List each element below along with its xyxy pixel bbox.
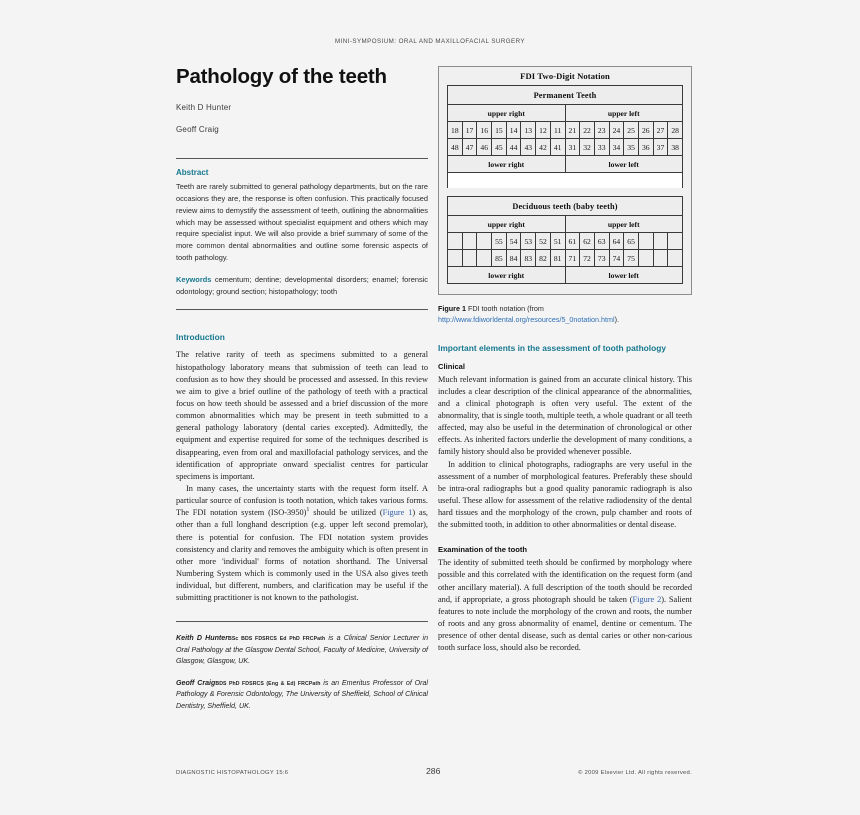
introduction-heading: Introduction bbox=[176, 332, 225, 343]
examination-paragraph-1 bbox=[438, 557, 692, 654]
tooth-cell bbox=[668, 250, 683, 267]
tooth-cell: 72 bbox=[580, 250, 595, 267]
table-row bbox=[448, 233, 683, 250]
tooth-cell: 54 bbox=[506, 233, 521, 250]
clinical-paragraph-2: In addition to clinical photographs, radiographs are very useful in the assessment of a number of morphological features. Preferably these should be intra-oral radiographs but a good quality panoramic radiograph is also useful. These allow for assessment of the relative radiodensity of the dental hard tissues and the morphology of the crown, pulp chamber and roots of the submitted tooth, in addition to other abnormalities or dental disease. bbox=[438, 459, 692, 530]
tooth-cell: 25 bbox=[624, 122, 639, 139]
tooth-cell bbox=[462, 233, 477, 250]
tooth-cell: 74 bbox=[609, 250, 624, 267]
intro-p2-part-a: In many cases, the uncertainty starts with the request form itself. A particular source of confusion is tooth notation, which takes various forms. The FDI notation system (ISO-3950) bbox=[176, 483, 428, 518]
figure-2-crossref[interactable]: Figure 2 bbox=[632, 594, 662, 604]
tooth-cell: 24 bbox=[609, 122, 624, 139]
footnote-marker: 1 bbox=[306, 507, 310, 514]
table-row bbox=[448, 105, 683, 122]
deciduous-banner: Deciduous teeth (baby teeth) bbox=[448, 197, 683, 216]
tooth-cell: 17 bbox=[462, 122, 477, 139]
tooth-cell: 42 bbox=[536, 139, 551, 156]
table-spacer-row bbox=[448, 173, 683, 189]
bio-2-name: Geoff Craig bbox=[176, 678, 216, 687]
fdi-notation-figure bbox=[438, 66, 692, 295]
tooth-cell: 75 bbox=[624, 250, 639, 267]
permanent-upper-left-label: upper left bbox=[565, 105, 683, 122]
permanent-upper-right-label: upper right bbox=[448, 105, 566, 122]
tooth-cell: 62 bbox=[580, 233, 595, 250]
tooth-cell: 22 bbox=[580, 122, 595, 139]
figure-1-caption bbox=[438, 304, 692, 326]
tooth-cell bbox=[638, 250, 653, 267]
tooth-cell: 21 bbox=[565, 122, 580, 139]
tooth-cell: 61 bbox=[565, 233, 580, 250]
tooth-cell: 53 bbox=[521, 233, 536, 250]
bio-2-text: is an Emeritus Professor of Oral Pathology & Forensic Odontology, The University of Sheffield, School of Clinical Dentistry, Sheffield, UK. bbox=[176, 678, 429, 710]
tooth-cell: 32 bbox=[580, 139, 595, 156]
tooth-cell: 83 bbox=[521, 250, 536, 267]
permanent-teeth-table-wrap bbox=[447, 85, 683, 188]
table-row bbox=[448, 250, 683, 267]
tooth-cell: 27 bbox=[653, 122, 668, 139]
deciduous-lower-left-label: lower left bbox=[565, 267, 683, 284]
footer-copyright: © 2009 Elsevier Ltd. All rights reserved. bbox=[578, 770, 692, 776]
abstract-rule-top bbox=[176, 158, 428, 159]
tooth-cell bbox=[448, 250, 463, 267]
figure-1-crossref[interactable]: Figure 1 bbox=[382, 508, 413, 518]
table-row bbox=[448, 139, 683, 156]
bio-1-degrees: BSc BDS FDSRCS Ed PhD FRCPath bbox=[228, 636, 326, 643]
tooth-cell: 33 bbox=[594, 139, 609, 156]
bio-1-name: Keith D Hunter bbox=[176, 634, 228, 643]
introduction-paragraph-1: The relative rarity of teeth as specimens submitted to a general histopathology laboratory means that submission of teeth can lead to confusion as to how they should be processed and assessed. In this review we aim to give a brief outline of the pathology of teeth with a practical focus on how teeth should be assessed and a brief discussion of the more common abnormalities which may be present in teeth submitted to a general pathology laboratory (dental caries excepted). Admittedly, the equipment and expertise required for some of the techniques described is disappearing, even from oral and maxillofacial pathology services, and the identification of appropriate onward specialist centres for particular specimens is important. bbox=[176, 350, 428, 481]
tooth-cell bbox=[653, 250, 668, 267]
bio-rule bbox=[176, 621, 428, 622]
table-row bbox=[448, 122, 683, 139]
keywords-line bbox=[176, 274, 428, 298]
tooth-cell bbox=[668, 233, 683, 250]
tooth-cell: 65 bbox=[624, 233, 639, 250]
tooth-cell: 41 bbox=[550, 139, 565, 156]
tooth-cell bbox=[477, 233, 492, 250]
tooth-cell: 38 bbox=[668, 139, 683, 156]
tooth-cell: 28 bbox=[668, 122, 683, 139]
right-column bbox=[438, 66, 692, 654]
tooth-cell: 34 bbox=[609, 139, 624, 156]
tooth-cell: 44 bbox=[506, 139, 521, 156]
tooth-cell: 15 bbox=[492, 122, 507, 139]
author-bio-2 bbox=[176, 678, 428, 712]
footer-journal: DIAGNOSTIC HISTOPATHOLOGY 15:6 bbox=[176, 770, 289, 776]
figure-1-label: Figure 1 bbox=[438, 304, 466, 313]
clinical-paragraph-1: Much relevant information is gained from an accurate clinical history. This includes a clear description of the clinical appearance of the abnormalities, and a clinical photograph is often very useful. The extent of the abnormality, that is single tooth, multiple teeth, a whole quadrant or all teeth affected, may also be useful in the determination of chronological or other effects. As inherited factors underlie the development of many conditions, a family history should also be provided whenever possible. bbox=[438, 374, 692, 457]
tooth-cell: 64 bbox=[609, 233, 624, 250]
tooth-cell bbox=[653, 233, 668, 250]
author-name-1: Keith D Hunter bbox=[176, 102, 232, 112]
tooth-cell: 45 bbox=[492, 139, 507, 156]
intro-p2-part-c: ) as, other than a full longhand description (e.g. upper left second premolar), there is potential for confusion. The FDI notation system provides consistency and clarity and removes the ambiguity which is often present in other more 'individual' forms of notation shorthand. The Universal Numbering System which is commonly used in the USA also gives teeth individual, but different, numbers, and clarification may be useful if the submitting practitioner is not known to the pathologist. bbox=[176, 508, 428, 603]
tooth-cell bbox=[462, 250, 477, 267]
tooth-cell: 18 bbox=[448, 122, 463, 139]
figure-1-source-link[interactable]: http://www.fdiworldental.org/resources/5_0notation.html bbox=[438, 314, 615, 324]
important-elements-heading: Important elements in the assessment of tooth pathology bbox=[438, 342, 667, 353]
tooth-cell: 13 bbox=[521, 122, 536, 139]
tooth-cell: 46 bbox=[477, 139, 492, 156]
tooth-cell: 82 bbox=[536, 250, 551, 267]
permanent-lower-left-label: lower left bbox=[565, 156, 683, 173]
table-row bbox=[448, 156, 683, 173]
tooth-cell: 55 bbox=[492, 233, 507, 250]
tooth-cell: 71 bbox=[565, 250, 580, 267]
keywords-label: Keywords bbox=[176, 275, 212, 285]
permanent-teeth-table bbox=[447, 85, 683, 188]
bio-2-degrees: BDS PhD FDSRCS (Eng & Ed) FRCPath bbox=[215, 680, 321, 687]
page-footer bbox=[176, 766, 692, 776]
intro-p2-part-b: should be utilized ( bbox=[309, 508, 383, 518]
examination-subheading: Examination of the tooth bbox=[438, 545, 528, 555]
tooth-cell: 31 bbox=[565, 139, 580, 156]
permanent-banner: Permanent Teeth bbox=[448, 86, 683, 105]
deciduous-teeth-table bbox=[447, 196, 683, 284]
page-title: Pathology of the teeth bbox=[176, 65, 387, 88]
examination-body bbox=[438, 557, 692, 654]
table-row bbox=[448, 216, 683, 233]
table-row bbox=[448, 267, 683, 284]
tooth-cell: 84 bbox=[506, 250, 521, 267]
tooth-cell: 35 bbox=[624, 139, 639, 156]
exam-p1-part-b: ). Salient features to note include the morphology of the crown and roots, the number of roots and any gross abnormality of enamel, dentine or cementum. The presence of other dental disease, such as dental caries or other non-carious tooth surface loss, should also be recorded. bbox=[438, 594, 692, 653]
deciduous-teeth-table-wrap bbox=[447, 196, 683, 284]
figure-1-caption-end: ). bbox=[614, 314, 619, 324]
tooth-cell: 52 bbox=[536, 233, 551, 250]
deciduous-lower-right-label: lower right bbox=[448, 267, 566, 284]
author-name-2: Geoff Craig bbox=[176, 124, 219, 134]
tooth-cell: 16 bbox=[477, 122, 492, 139]
tooth-cell: 12 bbox=[536, 122, 551, 139]
footer-page-number: 286 bbox=[426, 766, 441, 776]
tooth-cell: 85 bbox=[492, 250, 507, 267]
keywords-list: cementum; dentine; developmental disorders; enamel; forensic odontology; ground section; histopathology; tooth bbox=[176, 275, 428, 297]
exam-p1-part-a: The identity of submitted teeth should be confirmed by morphology where possible and this correlated with the identification on the request form (and other ancillary material). A full description of the tooth should be recorded and, if appropriate, a gross photograph should be taken ( bbox=[438, 558, 692, 604]
tooth-cell: 36 bbox=[638, 139, 653, 156]
abstract-body: Teeth are rarely submitted to general pathology departments, but on the rare occasions they are, the response is often confusion. This practically focused review aims to demystify the assessment of teeth, outlining the abnormalities which may be assessed without specialist equipment and others which may require specialist input. We will also provide a brief summary of some of the more common dental abnormalities and outline some forensic aspects of tooth pathology. bbox=[176, 181, 428, 263]
tooth-cell bbox=[448, 233, 463, 250]
tooth-cell: 37 bbox=[653, 139, 668, 156]
tooth-cell: 48 bbox=[448, 139, 463, 156]
tooth-cell: 11 bbox=[550, 122, 565, 139]
clinical-body bbox=[438, 374, 692, 532]
deciduous-upper-left-label: upper left bbox=[565, 216, 683, 233]
tooth-cell: 51 bbox=[550, 233, 565, 250]
figure-1-caption-text: FDI tooth notation (from bbox=[465, 304, 544, 313]
tooth-cell: 43 bbox=[521, 139, 536, 156]
tooth-cell: 14 bbox=[506, 122, 521, 139]
tooth-cell: 23 bbox=[594, 122, 609, 139]
tooth-cell: 63 bbox=[594, 233, 609, 250]
tooth-cell bbox=[477, 250, 492, 267]
tooth-cell: 81 bbox=[550, 250, 565, 267]
tooth-cell bbox=[638, 233, 653, 250]
tooth-cell: 47 bbox=[462, 139, 477, 156]
left-column bbox=[176, 66, 428, 722]
deciduous-upper-right-label: upper right bbox=[448, 216, 566, 233]
bio-1-text: is a Clinical Senior Lecturer in Oral Pathology at the Glasgow Dental School, Faculty of Medicine, University of Glasgow, Glasgow, UK. bbox=[176, 634, 429, 666]
author-bio-1 bbox=[176, 633, 428, 667]
abstract-heading: Abstract bbox=[176, 167, 209, 177]
tooth-cell: 73 bbox=[594, 250, 609, 267]
tooth-cell: 26 bbox=[638, 122, 653, 139]
table-spacer-cell bbox=[448, 173, 683, 189]
table-row bbox=[448, 86, 683, 105]
fdi-box-title: FDI Two-Digit Notation bbox=[520, 71, 610, 81]
running-head: MINI-SYMPOSIUM: ORAL AND MAXILLOFACIAL SURGERY bbox=[335, 38, 525, 45]
table-row bbox=[448, 197, 683, 216]
clinical-subheading: Clinical bbox=[438, 361, 466, 371]
abstract-rule-bottom bbox=[176, 309, 428, 310]
permanent-lower-right-label: lower right bbox=[448, 156, 566, 173]
introduction-body bbox=[176, 349, 428, 604]
introduction-paragraph-2 bbox=[176, 483, 428, 604]
